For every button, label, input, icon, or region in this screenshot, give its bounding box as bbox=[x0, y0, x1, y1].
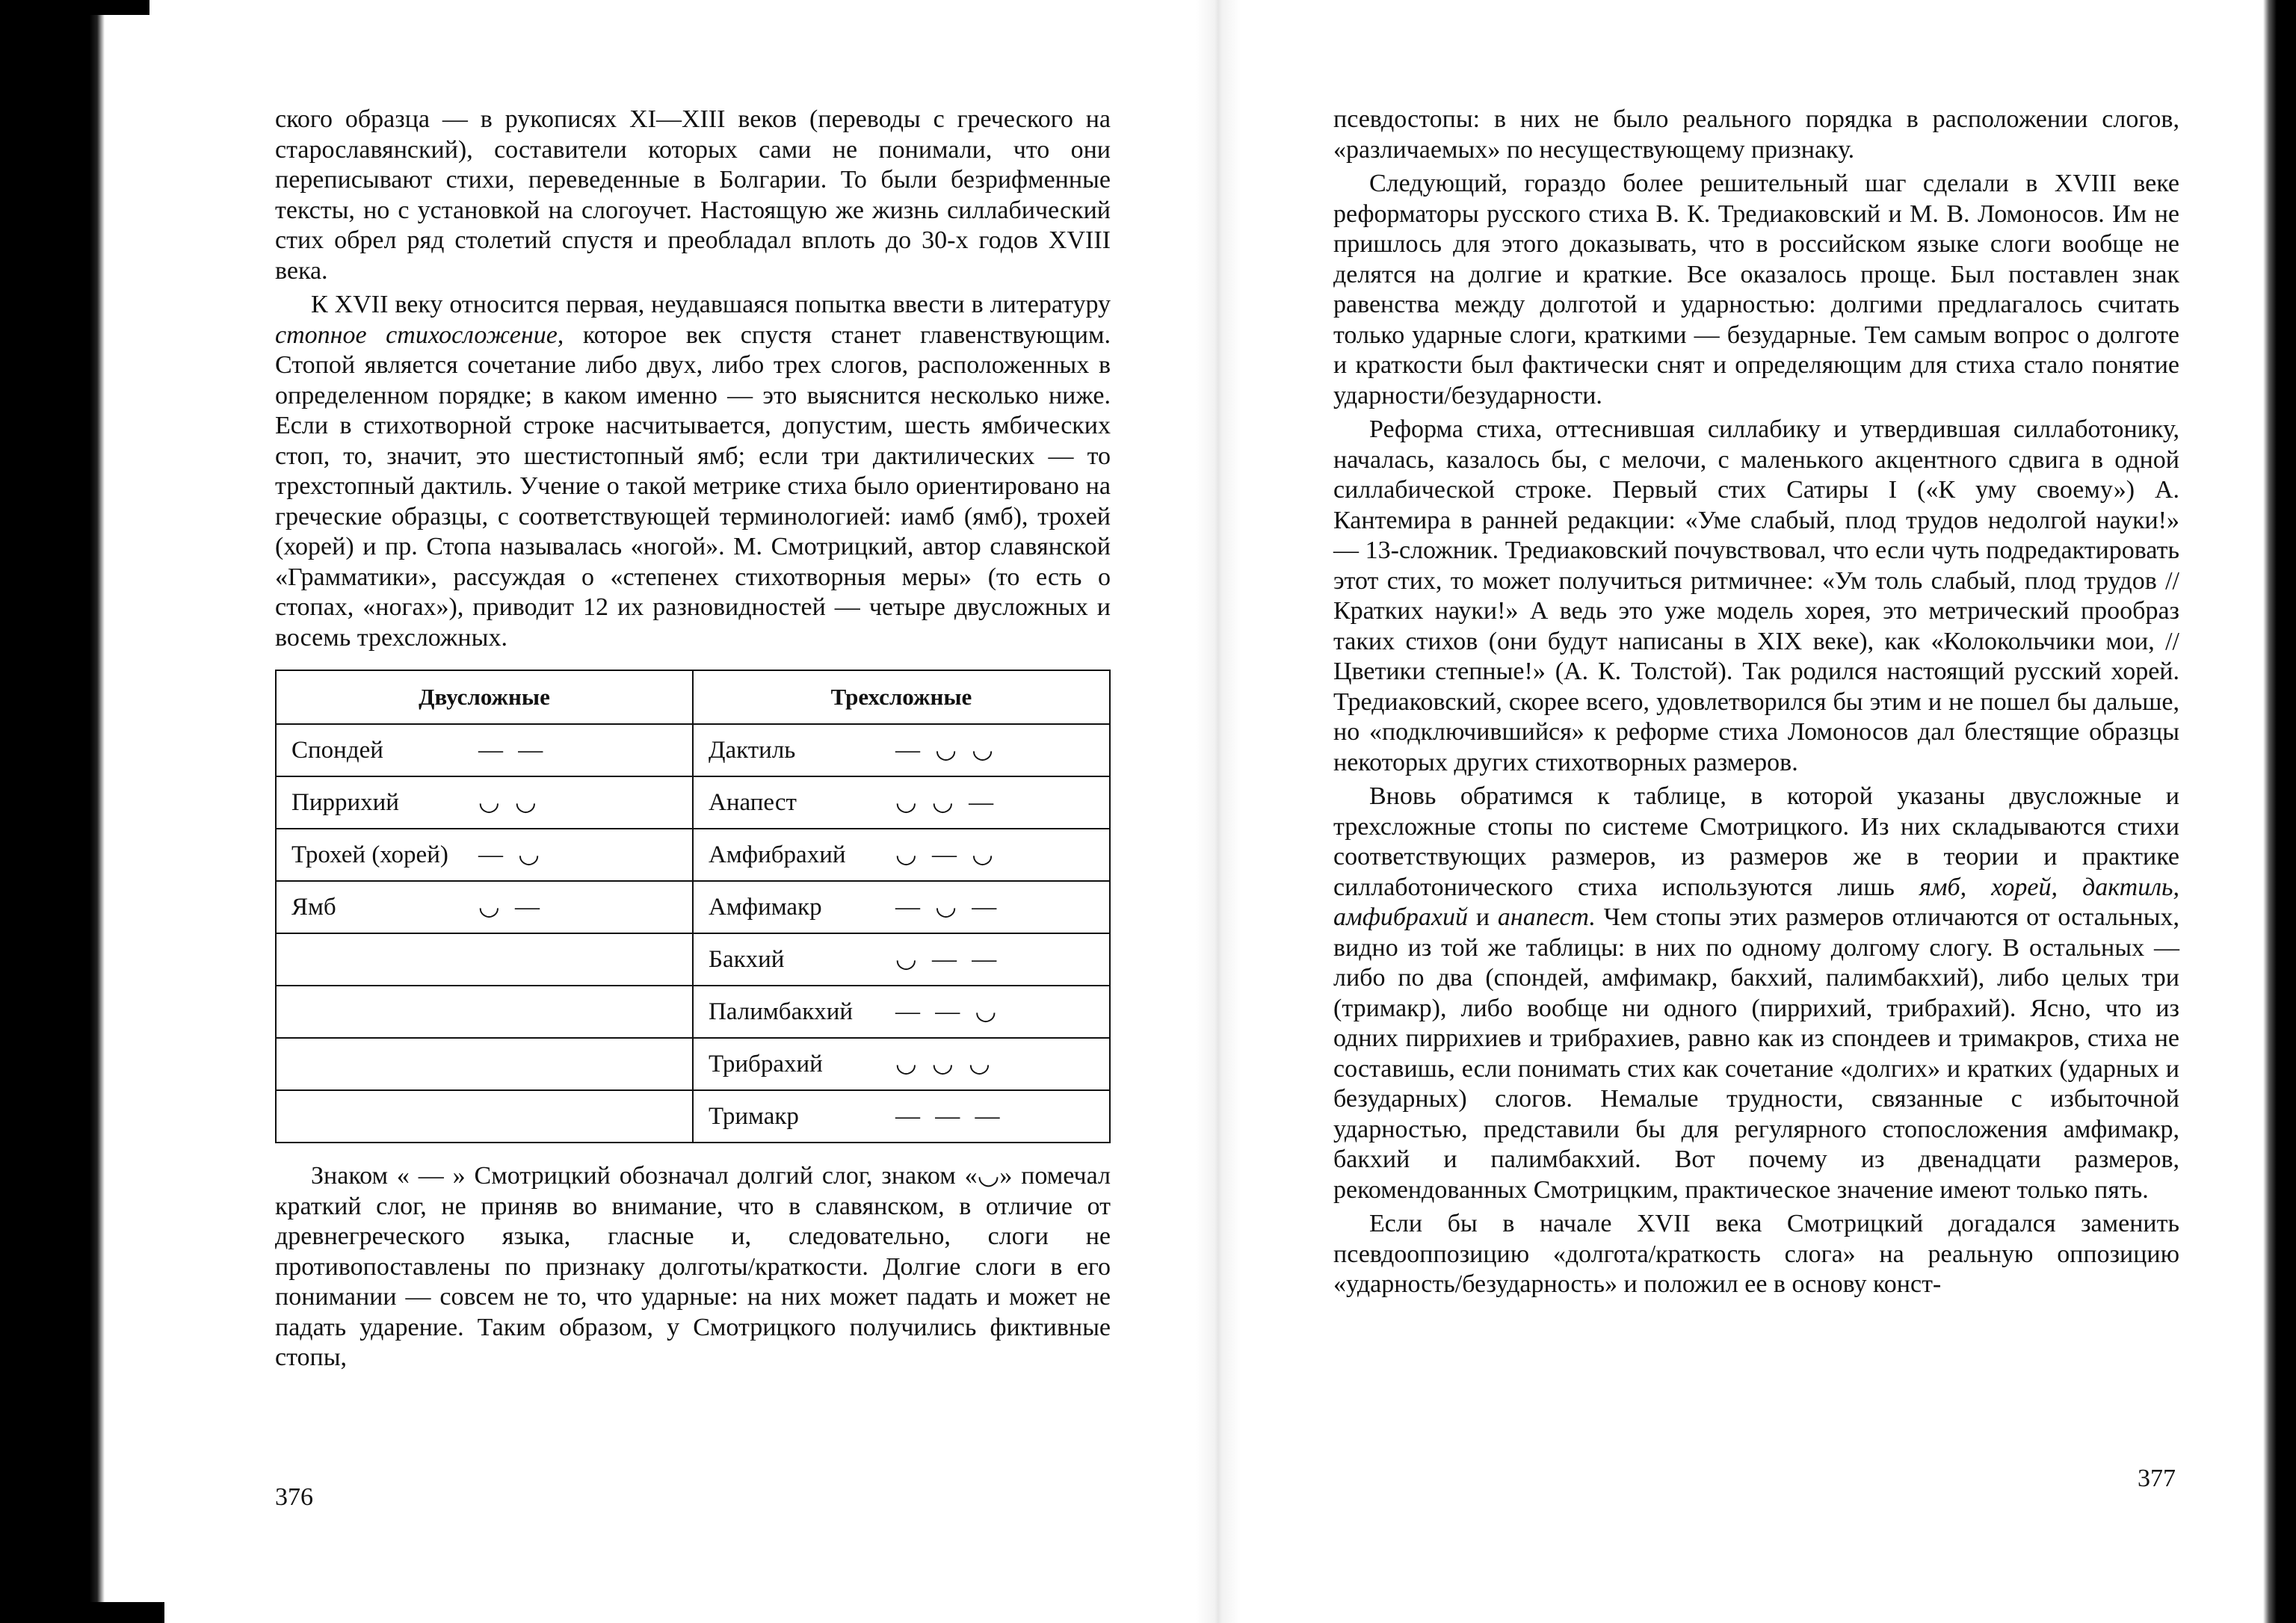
three-syllable-cell bbox=[693, 933, 1110, 986]
two-syllable-cell bbox=[276, 881, 693, 933]
foot-scheme: ◡ — — bbox=[895, 945, 1002, 973]
scan-edge-top bbox=[0, 0, 149, 15]
foot-name: Амфибрахий bbox=[709, 841, 846, 868]
foot-scheme: — ◡ bbox=[478, 841, 545, 868]
table-row bbox=[276, 776, 1110, 829]
two-syllable-cell bbox=[276, 1090, 693, 1143]
page-number-left: 376 bbox=[275, 1483, 313, 1511]
three-syllable-cell bbox=[693, 1090, 1110, 1143]
foot-scheme: ◡ ◡ — bbox=[895, 788, 999, 816]
table-row bbox=[276, 1038, 1110, 1090]
three-syllable-cell bbox=[693, 1038, 1110, 1090]
left-paragraph-2-italic: стопное стихосложение, bbox=[275, 321, 564, 349]
foot-scheme: ◡ — ◡ bbox=[895, 841, 999, 868]
table-row bbox=[276, 829, 1110, 881]
foot-name: Пиррихий bbox=[291, 788, 399, 816]
table-row bbox=[276, 724, 1110, 776]
right-paragraph-2: Следующий, гораздо более решительный шаг сделали в XVIII веке реформаторы русского стиха В. К. Тредиаковский и М. В. Ломоносов. Им не пришлось для этого доказывать, что в российском языке слоги вообще не делятся на долгие и краткие. Все оказалось проще. Был поставлен знак равенства между долготой и ударностью: долгими предлагалось считать только ударные слоги, краткими — безударные. Тем самым вопрос о долготе и краткости был фактически снят и определяющим для стиха стало понятие ударности/безударности. bbox=[1333, 170, 2179, 409]
table-body bbox=[276, 724, 1110, 1143]
page-number-right: 377 bbox=[2138, 1465, 2176, 1492]
left-paragraph-2 bbox=[275, 290, 1111, 653]
right-paragraph-4-part2: Чем стопы этих размеров отличаются от остальных, видно из той же таблицы: в них по одному долгому слогу. В остальных — либо по два (спондей, амфимакр, бакхий, палимбакхий), либо целых три (тримакр), либо вообще ни одного (пиррихий, трибрахий). Ясно, что из одних пиррихиев и трибрахиев, равно как из спондеев и тримакров, стиха не составишь, если понимать стих как сочетание «долгих» и кратких (ударных и безударных) слогов. Немалые трудности, связанные с избыточной ударностью, представили бы для регулярного стопосложения амфимакр, бакхий и палимбакхий. Вот почему из двенадцати размеров, рекомендованных Смотрицким, практическое значение имеют только пять. bbox=[1333, 903, 2179, 1204]
foot-scheme: ◡ — bbox=[478, 893, 545, 921]
foot-name: Амфимакр bbox=[709, 893, 822, 921]
table-row bbox=[276, 1090, 1110, 1143]
scan-edge-right bbox=[2263, 0, 2296, 1623]
foot-scheme: — ◡ ◡ bbox=[895, 736, 999, 764]
table-header-row bbox=[276, 670, 1110, 724]
foot-name: Трибрахий bbox=[709, 1050, 823, 1078]
foot-name: Анапест bbox=[709, 788, 797, 816]
scan-edge-left bbox=[0, 0, 105, 1623]
two-syllable-cell bbox=[276, 724, 693, 776]
right-paragraph-4-italic-1: ямб, хорей, дактиль, амфибрахий bbox=[1333, 873, 2179, 931]
right-paragraph-5: Если бы в начале XVII века Смотрицкий догадался заменить псевдооппозицию «долгота/краткость слога» на реальную оппозицию «ударность/безударность» и положил ее в основу конст- bbox=[1333, 1210, 2179, 1298]
metrical-feet-table bbox=[275, 670, 1111, 1143]
right-paragraph-4-mid: и bbox=[1468, 903, 1498, 931]
left-paragraph-3: Знаком « — » Смотрицкий обозначал долгий слог, знаком «◡» помечал краткий слог, не приняв во внимание, что в славянском, в отличие от древнегреческого языка, гласные и, следовательно, слоги не противопоставлены по признаку долготы/краткости. Долгие слоги в его понимании — совсем не то, что ударные: на них может падать и может не падать ударение. Таким образом, у Смотрицкого получились фиктивные стопы, bbox=[275, 1162, 1111, 1371]
foot-scheme: — — bbox=[478, 736, 548, 764]
foot-name: Палимбакхий bbox=[709, 998, 854, 1025]
foot-name: Дактиль bbox=[709, 736, 796, 764]
right-paragraph-4-italic-2: анапест. bbox=[1497, 903, 1596, 931]
table-header-three-syllable: Трехсложные bbox=[693, 670, 1110, 724]
three-syllable-cell bbox=[693, 776, 1110, 829]
table-header-two-syllable: Двусложные bbox=[276, 670, 693, 724]
foot-name: Бакхий bbox=[709, 945, 785, 973]
two-syllable-cell bbox=[276, 776, 693, 829]
foot-scheme: — ◡ — bbox=[895, 893, 1002, 921]
two-syllable-cell bbox=[276, 1038, 693, 1090]
right-paragraph-4 bbox=[1333, 782, 2179, 1205]
foot-name: Трохей (хорей) bbox=[291, 841, 448, 868]
foot-scheme: ◡ ◡ ◡ bbox=[895, 1050, 995, 1078]
three-syllable-cell bbox=[693, 881, 1110, 933]
two-syllable-cell bbox=[276, 933, 693, 986]
right-page bbox=[1333, 105, 2179, 1304]
right-paragraph-4-part1: Вновь обратимся к таблице, в которой указаны двусложные и трехсложные стопы по системе Смотрицкого. Из них складываются стихи соответствующих размеров, из размеров же в теории и практике силлаботонического стиха используются лишь bbox=[1333, 782, 2179, 901]
left-paragraph-2-part1: К XVII веку относится первая, неудавшаяся попытка ввести в литературу bbox=[311, 291, 1111, 318]
right-paragraph-1: псевдостопы: в них не было реального порядка в расположении слогов, «различаемых» по несуществующему признаку. bbox=[1333, 105, 2179, 164]
book-gutter bbox=[1196, 0, 1241, 1623]
left-paragraph-1: ского образца — в рукописях XI—XIII веков (переводы с греческого на старославянский), составители которых сами не понимали, что они переписывают стихи, переведенные в Болгарии. То были безрифменные тексты, но с установкой на слогоучет. Настоящую же жизнь силлабический стих обрел ряд столетий спустя и преобладал вплоть до 30-х годов XVIII века. bbox=[275, 105, 1111, 285]
left-paragraph-2-part2: которое век спустя станет главенствующим. Стопой является сочетание либо двух, либо трех слогов, расположенных в определенном порядке; в каком именно — это выяснится несколько ниже. Если в стихотворной строке насчитывается, допустим, шесть ямбических стоп, то, значит, это шестистопный ямб; если три дактилических — то трехстопный дактиль. Учение о такой метрике стиха было ориентировано на греческие образцы, с соответствующей терминологией: иамб (ямб), трохей (хорей) и пр. Стопа называлась «ногой». М. Смотрицкий, автор славянской «Грамматики», рассуждая о «степенех стихотворныя меры» (то есть о стопах, «ногах»), приводит 12 их разновидностей — четыре двусложных и восемь трехсложных. bbox=[275, 321, 1111, 652]
foot-name: Спондей bbox=[291, 736, 383, 764]
scan-edge-bottom bbox=[0, 1602, 164, 1623]
foot-name: Ямб bbox=[291, 893, 336, 921]
foot-name: Тримакр bbox=[709, 1102, 799, 1130]
left-page bbox=[275, 105, 1111, 1377]
three-syllable-cell bbox=[693, 724, 1110, 776]
two-syllable-cell bbox=[276, 829, 693, 881]
table-row bbox=[276, 986, 1110, 1038]
table-row bbox=[276, 881, 1110, 933]
foot-scheme: — — — bbox=[895, 1102, 1004, 1130]
foot-scheme: — — ◡ bbox=[895, 998, 1002, 1025]
three-syllable-cell bbox=[693, 986, 1110, 1038]
two-syllable-cell bbox=[276, 986, 693, 1038]
three-syllable-cell bbox=[693, 829, 1110, 881]
right-paragraph-3: Реформа стиха, оттеснившая силлабику и утвердившая силлаботонику, началась, казалось бы, с мелочи, с маленького акцентного сдвига в одной силлабической строке. Первый стих Сатиры I («К уму своему») А. Кантемира в ранней редакции: «Уме слабый, плод трудов недолгой науки!» — 13-сложник. Тредиаковский почувствовал, что если чуть подредактировать этот стих, то может получиться ритмичнее: «Ум толь слабый, плод трудов // Кратких науки!» А ведь это уже модель хорея, это метрический прообраз таких стихов (они будут написаны в XIX веке), как «Колокольчики мои, // Цветики степные!» (А. К. Толстой). Так родился настоящий русский хорей. Тредиаковский, скорее всего, удовлетворился бы этим и не пошел бы дальше, но «подключившийся» к реформе стиха Ломоносов дал блестящие образцы некоторых других стихотворных размеров. bbox=[1333, 415, 2179, 776]
table-row bbox=[276, 933, 1110, 986]
foot-scheme: ◡ ◡ bbox=[478, 788, 541, 816]
